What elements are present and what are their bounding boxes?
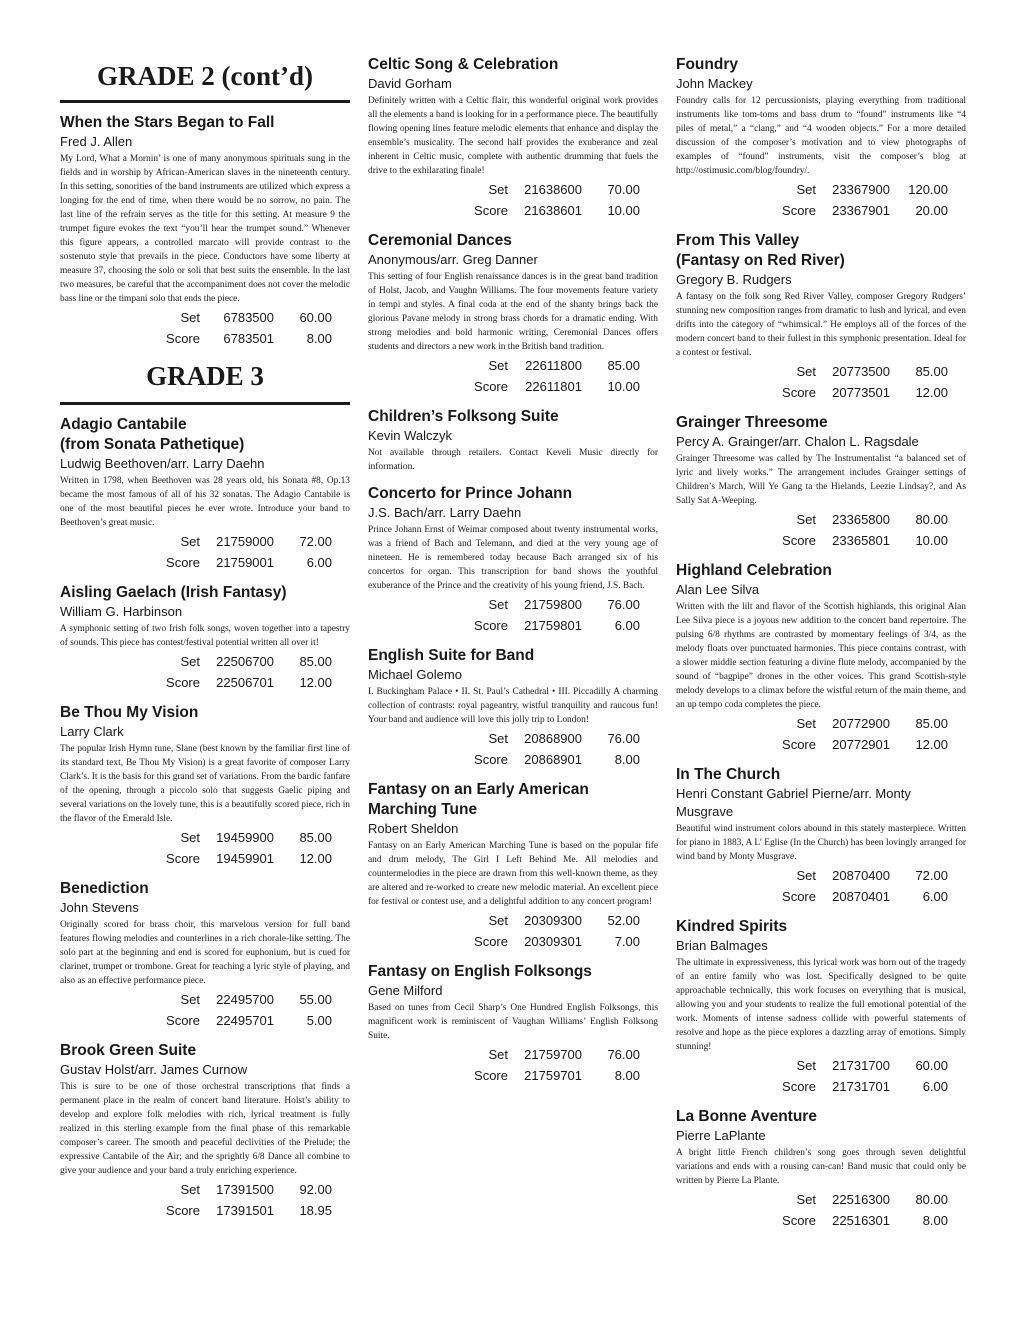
price-label: Score (474, 617, 508, 633)
price-block (676, 1056, 966, 1097)
catalog-number: 17391500 (216, 1182, 274, 1197)
price: 120.00 (908, 182, 948, 197)
catalog-number: 20773501 (832, 384, 890, 400)
piece-description: Foundry calls for 12 percussionists, playing everything from traditional instruments like tom-toms and bass drum to “found” instruments like “4 piles of metal,” a “clang,” and “4 wooden objects.” For a more detailed discussion of the composer’s motivation and to view photographs of examples of “found” instruments, visit the composer’s blog at http://ostimusic.com/blog/foundry/. (676, 96, 966, 176)
price-block (60, 828, 350, 869)
price-label: Set (796, 364, 816, 379)
price-label: Set (180, 992, 200, 1007)
composer-name: Larry Clark (60, 724, 124, 739)
set-price-row (368, 1045, 658, 1066)
piece-title: Aisling Gaelach (Irish Fantasy) (60, 584, 287, 601)
price: 7.00 (614, 933, 640, 949)
price-label: Score (782, 1212, 816, 1228)
price-block (676, 362, 966, 403)
price: 8.00 (922, 1212, 948, 1228)
price: 72.00 (915, 868, 948, 883)
composer-name: Alan Lee Silva (676, 582, 760, 597)
price-label: Set (796, 1192, 816, 1207)
grade-2-heading: GRADE 2 (cont’d) (97, 61, 313, 91)
piece-description: A fantasy on the folk song Red River Valley, composer Gregory Rudgers’ stunning new composition ranges from dramatic to lush and lyrical, and even drifts into the category of “whimsical.” He employs all of the forces of the modern concert band to their fullest in this symphonic presentation. Ideal for a contest or festival. (676, 292, 966, 358)
composer-name: Ludwig Beethoven/arr. Larry Daehn (60, 456, 265, 471)
set-price-row (60, 652, 350, 673)
piece-title: When the Stars Began to Fall (60, 114, 275, 131)
set-price-row (60, 532, 350, 553)
set-price-row (60, 308, 350, 329)
price-block (368, 729, 658, 770)
price-label: Set (488, 358, 508, 373)
piece-title: In The Church (676, 766, 781, 783)
heading-rule (60, 100, 350, 103)
catalog-number: 21638600 (524, 182, 582, 197)
price-label: Set (180, 534, 200, 549)
price-label: Set (180, 310, 200, 325)
price-label: Score (166, 554, 200, 570)
price: 85.00 (299, 830, 332, 845)
catalog-number: 6783500 (223, 310, 274, 325)
composer-name: Michael Golemo (368, 667, 462, 682)
score-price-row (60, 329, 350, 350)
price: 76.00 (607, 597, 640, 612)
piece-title: Highland Celebration (676, 562, 832, 579)
score-price-row (368, 616, 658, 637)
price: 85.00 (915, 716, 948, 731)
catalog-entry (368, 407, 658, 474)
score-price-row (676, 1077, 966, 1098)
price: 70.00 (607, 182, 640, 197)
price: 6.00 (922, 1078, 948, 1094)
catalog-entry (60, 583, 350, 693)
set-price-row (676, 1190, 966, 1211)
price-label: Score (474, 933, 508, 949)
price-label: Set (488, 597, 508, 612)
composer-name: Percy A. Grainger/arr. Chalon L. Ragsdale (676, 434, 919, 449)
piece-description: A symphonic setting of two Irish folk songs, woven together into a tapestry of sounds. This piece has contest/festival potential written all over it! (60, 624, 350, 648)
price-label: Score (474, 1067, 508, 1083)
piece-description: This is sure to be one of those orchestral transcriptions that finds a permanent place in the realm of concert band literature. Holst’s ability to develop and explore folk melodies with rich, lyrical treatment is fully realized in this sterling example from the final phase of this remarkable composer’s career. The smooth and peaceful declivities of the Prelude; the expressive Cantabile of the Air; and the sprightly 6/8 Dance all combine to give your audience and your band a truly enriching experience. (60, 1082, 350, 1176)
price-label: Score (782, 1078, 816, 1094)
price: 12.00 (299, 674, 332, 690)
catalog-number: 21759700 (524, 1047, 582, 1062)
price: 76.00 (607, 731, 640, 746)
score-price-row (676, 735, 966, 756)
price-label: Score (166, 850, 200, 866)
grade-3-heading: GRADE 3 (146, 361, 264, 391)
piece-title: From This Valley (Fantasy on Red River) (676, 232, 845, 269)
price: 85.00 (915, 364, 948, 379)
catalog-number: 22611801 (525, 378, 582, 394)
piece-description: Prince Johann Ernst of Weimar composed about twenty instrumental works, was a friend of Bach and Telemann, and died at the very young age of nineteen. He is remembered today because Bach arranged six of his concertos for organ. This transcription for band shows the youthful exuberance of the Prince and the creativity of his young friend, J.S. Bach. (368, 525, 658, 591)
score-price-row (60, 1011, 350, 1032)
score-price-row (368, 1066, 658, 1087)
price-block (368, 595, 658, 636)
catalog-entry (676, 413, 966, 551)
catalog-number: 21759701 (524, 1067, 582, 1083)
set-price-row (60, 1180, 350, 1201)
price-block (676, 866, 966, 907)
catalog-entry (60, 1041, 350, 1221)
catalog-entry (368, 55, 658, 221)
price: 55.00 (299, 992, 332, 1007)
catalog-number: 20772901 (832, 736, 890, 752)
price: 92.00 (299, 1182, 332, 1197)
catalog-entry (368, 646, 658, 770)
score-price-row (676, 1211, 966, 1232)
catalog-entry (368, 780, 658, 952)
composer-name: Gregory B. Rudgers (676, 272, 792, 287)
catalog-number: 23365801 (832, 532, 890, 548)
score-price-row (368, 201, 658, 222)
set-price-row (368, 356, 658, 377)
piece-description: Beautiful wind instrument colors abound in this stately masterpiece. Written for piano in 1883, A L’ Eglise (In the Church) has been lovingly arranged for wind band by Monty Musgrave. (676, 824, 966, 862)
price-block (60, 308, 350, 349)
price: 60.00 (299, 310, 332, 325)
catalog-number: 21731700 (832, 1058, 890, 1073)
price: 6.00 (306, 554, 332, 570)
price-label: Score (782, 202, 816, 218)
composer-name: Henri Constant Gabriel Pierne/arr. Monty Musgrave (676, 786, 911, 819)
piece-title: Foundry (676, 56, 738, 73)
price-label: Set (180, 1182, 200, 1197)
piece-title: Kindred Spirits (676, 918, 788, 935)
price-label: Set (488, 1047, 508, 1062)
price-label: Score (782, 736, 816, 752)
catalog-number: 21759000 (216, 534, 274, 549)
set-price-row (368, 729, 658, 750)
price-label: Set (796, 182, 816, 197)
price: 10.00 (607, 202, 640, 218)
set-price-row (60, 990, 350, 1011)
price: 12.00 (299, 850, 332, 866)
catalog-number: 23367901 (832, 202, 890, 218)
piece-title: Ceremonial Dances (368, 232, 512, 249)
price: 18.95 (299, 1202, 332, 1218)
column-3 (676, 55, 966, 1241)
catalog-number: 20309300 (524, 913, 582, 928)
piece-title: Children’s Folksong Suite (368, 408, 559, 425)
score-price-row (368, 932, 658, 953)
catalog-number: 20773500 (832, 364, 890, 379)
catalog-number: 22611800 (525, 358, 582, 373)
price-label: Score (474, 202, 508, 218)
catalog-number: 22516300 (832, 1192, 890, 1207)
price-label: Set (488, 182, 508, 197)
piece-title: Adagio Cantabile (from Sonata Pathetique) (60, 416, 245, 453)
price-block (60, 1180, 350, 1221)
catalog-entry (676, 231, 966, 403)
price: 76.00 (607, 1047, 640, 1062)
composer-name: Brian Balmages (676, 938, 768, 953)
price-block (368, 911, 658, 952)
catalog-number: 6783501 (223, 330, 274, 346)
set-price-row (676, 180, 966, 201)
piece-description: The popular Irish Hymn tune, Slane (best known by the familiar first line of its standard text, Be Thou My Vision) is a great favorite of composer Larry Clark’s. It is the basis for this grand set of variations. From the bardic fanfare of the opening, through a piccolo solo that suggests Gaelic piping and several variations on the lovely tune, this is a beautifully scored piece, rich in the flavor of the Emerald Isle. (60, 744, 350, 824)
piece-title: Grainger Threesome (676, 414, 828, 431)
catalog-number: 22506700 (216, 654, 274, 669)
price-block (60, 652, 350, 693)
price-label: Set (488, 731, 508, 746)
price-block (368, 356, 658, 397)
piece-title: Fantasy on an Early American Marching Tune (368, 781, 589, 818)
score-price-row (368, 750, 658, 771)
piece-description: This setting of four English renaissance dances is in the great band tradition of Holst, Jacob, and Vaughn Williams. The four movements feature variety in tempi and styles. A final coda at the end of the shanty brings back the glorious Pavane melody in strong brass chords for a dramatic ending. With strong melodies and bold harmonic writing, Ceremonial Dances offers students and directors a new work in the British band tradition. (368, 272, 658, 352)
piece-title: Benediction (60, 880, 149, 897)
catalog-entry (368, 484, 658, 636)
score-price-row (60, 1201, 350, 1222)
piece-description: Based on tunes from Cecil Sharp’s One Hundred English Folksongs, this magnificent work is reminiscent of Vaughan Williams’ English Folksong Suite. (368, 1003, 658, 1041)
set-price-row (368, 180, 658, 201)
set-price-row (676, 866, 966, 887)
catalog-entry (676, 55, 966, 221)
set-price-row (368, 911, 658, 932)
price: 10.00 (915, 532, 948, 548)
catalog-entry (60, 879, 350, 1031)
set-price-row (676, 1056, 966, 1077)
price-block (676, 1190, 966, 1231)
price: 12.00 (915, 736, 948, 752)
catalog-number: 21731701 (832, 1078, 890, 1094)
catalog-number: 21638601 (524, 202, 582, 218)
catalog-number: 17391501 (216, 1202, 274, 1218)
catalog-number: 20870400 (832, 868, 890, 883)
catalog-number: 22495700 (216, 992, 274, 1007)
price: 85.00 (299, 654, 332, 669)
catalog-number: 23365800 (832, 512, 890, 527)
composer-name: William G. Harbinson (60, 604, 183, 619)
composer-name: Gene Milford (368, 983, 443, 998)
composer-name: David Gorham (368, 76, 452, 91)
price: 12.00 (915, 384, 948, 400)
catalog-number: 21759800 (524, 597, 582, 612)
price-label: Score (166, 674, 200, 690)
catalog-entry (60, 703, 350, 869)
column-2 (368, 55, 658, 1096)
price-block (676, 180, 966, 221)
price-label: Set (796, 868, 816, 883)
piece-title: Be Thou My Vision (60, 704, 199, 721)
price-block (676, 510, 966, 551)
piece-title: Celtic Song & Celebration (368, 56, 559, 73)
catalog-number: 21759801 (524, 617, 582, 633)
catalog-number: 20870401 (832, 888, 890, 904)
heading-rule (60, 402, 350, 405)
score-price-row (676, 887, 966, 908)
score-price-row (60, 553, 350, 574)
catalog-entry (676, 561, 966, 755)
composer-name: Anonymous/arr. Greg Danner (368, 252, 538, 267)
piece-description: Originally scored for brass choir, this marvelous version for full band features flowing melodies and counterlines in a rich chorale-like setting. The solo part at the beginning and end is scored for euphonium, but is cued for clarinet, trumpet or trombone. Great for teaching a lyric style of playing, and also as an effective performance piece. (60, 920, 350, 986)
price: 8.00 (614, 1067, 640, 1083)
score-price-row (60, 673, 350, 694)
catalog-entry (60, 415, 350, 573)
piece-title: Fantasy on English Folksongs (368, 963, 592, 980)
piece-description: Written with the lilt and flavor of the Scottish highlands, this original Alan Lee Silva piece is a joyous new addition to the concert band repertoire. The pulsing 6/8 rhythms are contrasted by momentary feelings of 3/4, as the melody floats over punctuated harmonies. This piece contains contrast, with a slower middle section featuring a divine flute melody, accompanied by the sound of “bagpipe” drones in the other voices. This grand Scottish-style melody develops to a climax before the wistful return of the main theme, and an up tempo coda completes the piece. (676, 602, 966, 710)
price: 8.00 (306, 330, 332, 346)
piece-title: La Bonne Aventure (676, 1108, 817, 1125)
piece-description: Fantasy on an Early American Marching Tune is based on the popular fife and drum melody, The Girl I Left Behind Me. All melodies and countermelodies in the piece are drawn from this well-known theme, as they are altered and re-worked to create new melodic material. An excellent piece for festival or contest use, and a delightful addition to any concert program! (368, 841, 658, 907)
piece-description: I. Buckingham Palace • II. St. Paul’s Cathedral • III. Piccadilly A charming collection of contrasts: royal pageantry, wistful tranquility and raucous fun! Your band and audience will love this jolly trip to London! (368, 687, 658, 725)
catalog-entry (676, 765, 966, 907)
price: 80.00 (915, 512, 948, 527)
set-price-row (676, 510, 966, 531)
piece-description: Definitely written with a Celtic flair, this wonderful original work provides all the elements a band is looking for in a performance piece. The beautifully flowing opening lines feature melodic elements that enhance and display the ensemble’s musicality. The second half provides the exuberance and zeal inherent in Celtic music, complete with authentic drumming that fuels the drive to the exhilarating finale! (368, 96, 658, 176)
price-label: Score (782, 532, 816, 548)
price-label: Set (796, 716, 816, 731)
catalog-entry (676, 1107, 966, 1231)
price: 52.00 (607, 913, 640, 928)
price-block (368, 1045, 658, 1086)
column-1 (60, 55, 350, 1231)
set-price-row (676, 362, 966, 383)
piece-description: Written in 1798, when Beethoven was 28 years old, his Sonata #8, Op.13 became the most famous of all of his 32 sonatas. The Adagio Cantabile is one of the most beautiful pieces he ever wrote. Introduce your band to Beethoven’s great music. (60, 476, 350, 528)
piece-description: Not available through retailers. Contact Keveli Music directly for information. (368, 448, 658, 472)
catalog-number: 22495701 (216, 1012, 274, 1028)
price-label: Score (166, 1012, 200, 1028)
catalog-number: 19459901 (216, 850, 274, 866)
catalog-entry (368, 962, 658, 1086)
composer-name: Gustav Holst/arr. James Curnow (60, 1062, 248, 1077)
price-label: Set (180, 654, 200, 669)
price-block (676, 714, 966, 755)
price: 8.00 (614, 751, 640, 767)
piece-description: The ultimate in expressiveness, this lyrical work was born out of the tragedy of an entire family who was lost. Specifically designed to be quite approachable technically, this work focuses on everything that is musical, allowing you and your students to realize the full emotional potential of the work. Moments of intense sadness collide with powerful statements of resolve and hope as the piece explores a dazzling array of emotions. Simply stunning! (676, 958, 966, 1052)
price-label: Set (796, 512, 816, 527)
piece-description: My Lord, What a Mornin’ is one of many anonymous spirituals sung in the fields and in worship by African-American slaves in the nineteenth century. In this setting, sonorities of the band instruments are utilized which express a longing for the end of time, when there would be no sorrow, no pain. The last line of the refrain serves as the title for this setting. At measure 9 the trumpet figure evokes the text “you’ll hear the trumpet sound.” Whenever this figure appears, a controlled marcato will provide contrast to the sostenuto style that prevails in the piece. Conductors have some liberty at measure 37, choosing the solo or soli that best suits the ensemble. In the last two measures, be careful that the accompaniment does not cover the melodic bass line or the timpani solo that ends the piece. (60, 154, 350, 304)
price-label: Score (474, 378, 508, 394)
catalog-number: 20868900 (524, 731, 582, 746)
price-label: Score (166, 1202, 200, 1218)
score-price-row (676, 383, 966, 404)
catalog-number: 22516301 (832, 1212, 890, 1228)
price: 10.00 (607, 378, 640, 394)
score-price-row (368, 377, 658, 398)
composer-name: Pierre LaPlante (676, 1128, 766, 1143)
price-block (60, 990, 350, 1031)
piece-description: Grainger Threesome was called by The Instrumentalist “a balanced set of lyric and lively works.” The arrangement includes Grainger settings of Children’s March, Will Ye Gang ta the Hielands, Leezie Lindsay?, and As Sally Sat A-Weeping. (676, 454, 966, 506)
score-price-row (60, 849, 350, 870)
price: 20.00 (915, 202, 948, 218)
set-price-row (676, 714, 966, 735)
catalog-entry (60, 113, 350, 349)
price: 80.00 (915, 1192, 948, 1207)
price: 6.00 (922, 888, 948, 904)
piece-title: Brook Green Suite (60, 1042, 197, 1059)
score-price-row (676, 531, 966, 552)
price-label: Score (474, 751, 508, 767)
price-label: Score (166, 330, 200, 346)
price: 5.00 (306, 1012, 332, 1028)
catalog-number: 20772900 (832, 716, 890, 731)
price: 85.00 (607, 358, 640, 373)
price-label: Set (796, 1058, 816, 1073)
price: 72.00 (299, 534, 332, 549)
set-price-row (60, 828, 350, 849)
composer-name: Robert Sheldon (368, 821, 459, 836)
piece-title: English Suite for Band (368, 647, 535, 664)
composer-name: J.S. Bach/arr. Larry Daehn (368, 505, 522, 520)
price-block (60, 532, 350, 573)
catalog-number: 20309301 (524, 933, 582, 949)
price: 6.00 (614, 617, 640, 633)
score-price-row (676, 201, 966, 222)
price: 60.00 (915, 1058, 948, 1073)
catalog-number: 22506701 (216, 674, 274, 690)
composer-name: Fred J. Allen (60, 134, 133, 149)
piece-description: A bright little French children’s song goes through seven delightful variations and ends with a rousing can-can! Band music that could only be written by Pierre La Plante. (676, 1148, 966, 1186)
catalog-number: 21759001 (216, 554, 274, 570)
catalog-entry (676, 917, 966, 1097)
catalog-number: 19459900 (216, 830, 274, 845)
catalog-entry (368, 231, 658, 397)
price-label: Score (782, 384, 816, 400)
set-price-row (368, 595, 658, 616)
piece-title: Concerto for Prince Johann (368, 485, 573, 502)
composer-name: John Stevens (60, 900, 139, 915)
price-label: Score (782, 888, 816, 904)
price-label: Set (180, 830, 200, 845)
catalog-number: 23367900 (832, 182, 890, 197)
composer-name: Kevin Walczyk (368, 428, 453, 443)
composer-name: John Mackey (676, 76, 753, 91)
catalog-number: 20868901 (524, 751, 582, 767)
price-label: Set (488, 913, 508, 928)
price-block (368, 180, 658, 221)
